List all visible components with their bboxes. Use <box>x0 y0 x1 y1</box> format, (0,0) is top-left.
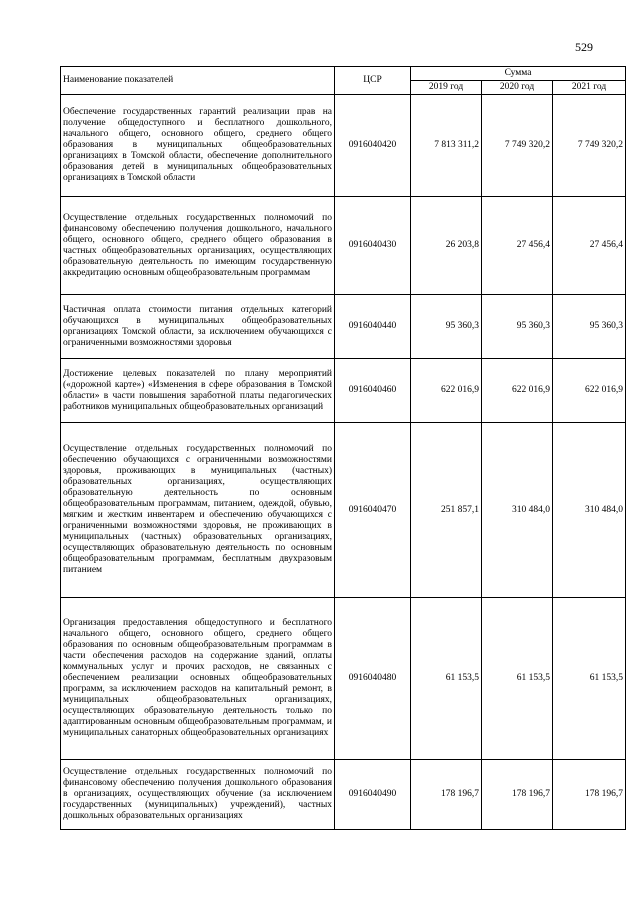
row-csr: 0916040480 <box>335 598 411 760</box>
row-value-2021: 178 196,7 <box>553 760 626 830</box>
row-value-2021: 310 484,0 <box>553 423 626 598</box>
header-name: Наименование показателей <box>61 67 335 95</box>
row-name: Обеспечение государственных гарантий реализации прав на получение общедоступного и бесплатного дошкольного, начального общего, основного общего, среднего общего образования в муниципальных общеобразовательных организациях в Томской области, обеспечение дополнительного образования детей в муниципальных общеобразовательных организациях в Томской области <box>61 95 335 197</box>
header-sum: Сумма <box>411 67 626 81</box>
row-value-2020: 622 016,9 <box>482 359 553 423</box>
row-csr: 0916040460 <box>335 359 411 423</box>
table-row <box>61 95 626 197</box>
header-row <box>61 67 626 81</box>
row-name: Осуществление отдельных государственных полномочий по финансовому обеспечению получения дошкольного, начального общего, основного общего, среднего общего образования в частных общеобразовательных организациях, осуществляющих образовательную деятельность по имеющим государственную аккредитацию основным общеобразовательным программам <box>61 197 335 295</box>
row-name: Осуществление отдельных государственных полномочий по финансовому обеспечению получения дошкольного образования в организациях, осуществляющих обучение (за исключением государственных (муниципальных) учреждений), частных дошкольных образовательных организациях <box>61 760 335 830</box>
row-name: Частичная оплата стоимости питания отдельных категорий обучающихся в муниципальных общеобразовательных организациях Томской области, за исключением обучающихся с ограниченными возможностями здоровья <box>61 295 335 359</box>
table-row <box>61 295 626 359</box>
table-row <box>61 760 626 830</box>
row-value-2019: 251 857,1 <box>411 423 482 598</box>
row-value-2020: 95 360,3 <box>482 295 553 359</box>
header-csr: ЦСР <box>335 67 411 95</box>
budget-table <box>60 66 626 830</box>
row-value-2020: 61 153,5 <box>482 598 553 760</box>
row-name: Достижение целевых показателей по плану мероприятий («дорожной карте») «Изменения в сфере образования в Томской области» в части повышения заработной платы педагогических работников муниципальных общеобразовательных организаций <box>61 359 335 423</box>
row-value-2019: 26 203,8 <box>411 197 482 295</box>
row-csr: 0916040420 <box>335 95 411 197</box>
row-value-2020: 178 196,7 <box>482 760 553 830</box>
row-value-2021: 7 749 320,2 <box>553 95 626 197</box>
row-csr: 0916040470 <box>335 423 411 598</box>
row-value-2019: 7 813 311,2 <box>411 95 482 197</box>
row-value-2021: 61 153,5 <box>553 598 626 760</box>
row-value-2019: 95 360,3 <box>411 295 482 359</box>
row-value-2021: 95 360,3 <box>553 295 626 359</box>
header-year-2019: 2019 год <box>411 81 482 95</box>
row-value-2020: 310 484,0 <box>482 423 553 598</box>
row-csr: 0916040490 <box>335 760 411 830</box>
row-value-2019: 178 196,7 <box>411 760 482 830</box>
table-row <box>61 598 626 760</box>
row-value-2021: 27 456,4 <box>553 197 626 295</box>
row-name: Организация предоставления общедоступного и бесплатного начального общего, основного общего, среднего общего образования по основным общеобразовательным программам в части обеспечения расходов на содержание зданий, оплаты коммунальных услуг и прочих расходов, не связанных с обеспечением реализации основных общеобразовательных программ, за исключением расходов на капитальный ремонт, в муниципальных общеобразовательных организациях, осуществляющих образовательную деятельность только по адаптированным основным общеобразовательным программам, и муниципальных санаторных общеобразовательных организациях <box>61 598 335 760</box>
row-csr: 0916040430 <box>335 197 411 295</box>
row-value-2020: 27 456,4 <box>482 197 553 295</box>
row-csr: 0916040440 <box>335 295 411 359</box>
row-value-2019: 61 153,5 <box>411 598 482 760</box>
table-row <box>61 359 626 423</box>
row-value-2019: 622 016,9 <box>411 359 482 423</box>
header-year-2020: 2020 год <box>482 81 553 95</box>
row-name: Осуществление отдельных государственных полномочий по обеспечению обучающихся с ограниченными возможностями здоровья, проживающих в муниципальных (частных) образовательных организациях, осуществляющих образовательную деятельность по основным общеобразовательным программам, питанием, одеждой, обувью, мягким и жестким инвентарем и обеспечению обучающихся с ограниченными возможностями здоровья, не проживающих в муниципальных (частных) образовательных организациях, осуществляющих образовательную деятельность по основным общеобразовательным программам, бесплатным двухразовым питанием <box>61 423 335 598</box>
header-year-2021: 2021 год <box>553 81 626 95</box>
row-value-2020: 7 749 320,2 <box>482 95 553 197</box>
table-row <box>61 423 626 598</box>
table-row <box>61 197 626 295</box>
page-number: 529 <box>575 40 593 54</box>
row-value-2021: 622 016,9 <box>553 359 626 423</box>
